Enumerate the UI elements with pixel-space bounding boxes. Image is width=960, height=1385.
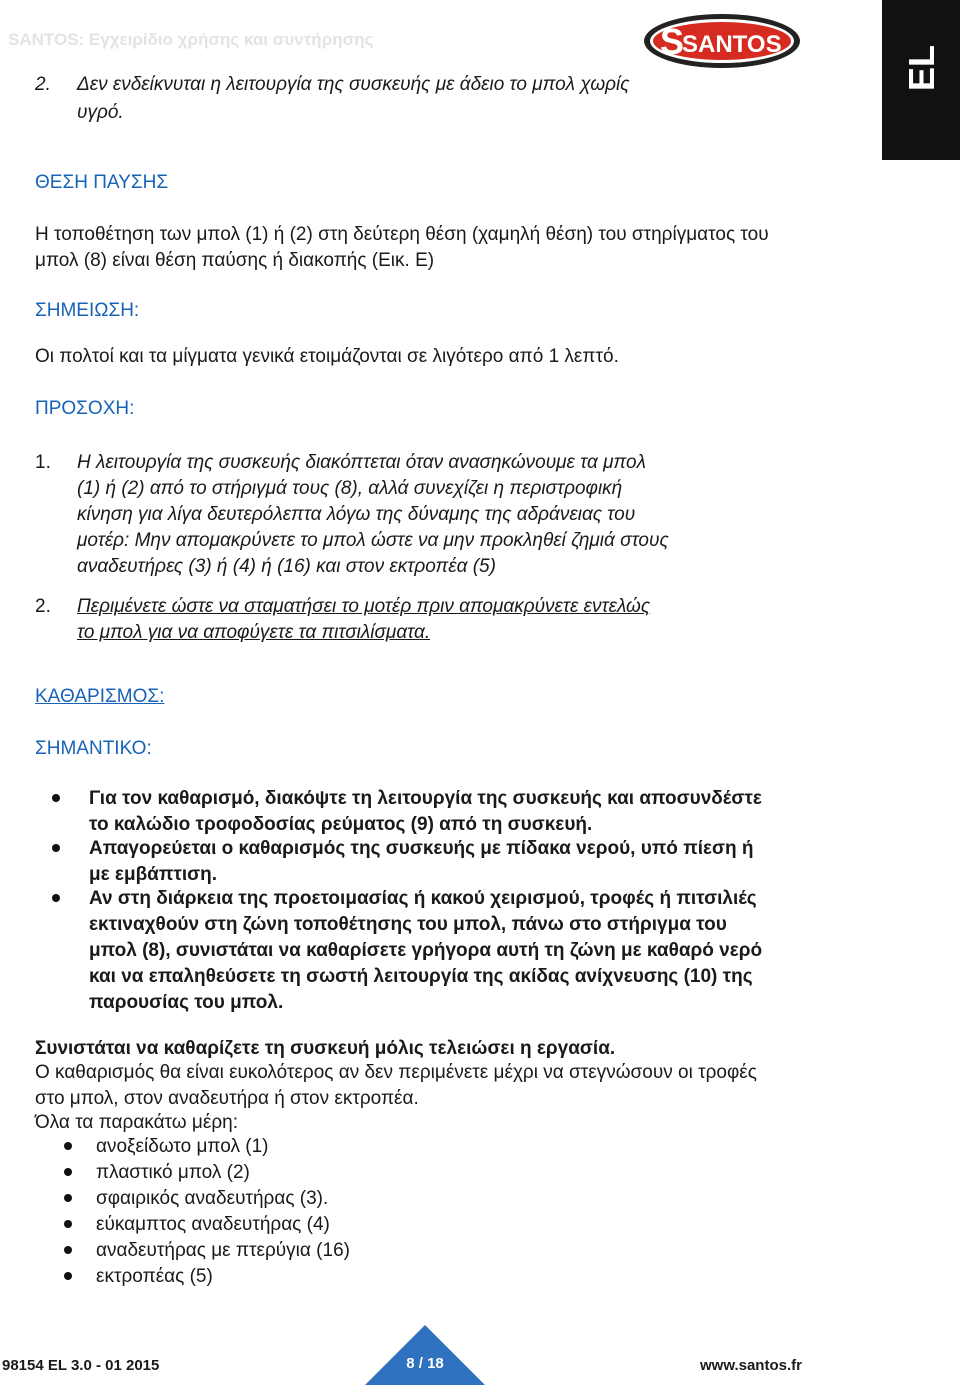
cleaning-bullet3-line: και να επαληθεύσετε τη σωστή λειτουργία της ακίδας ανίχνευσης (10) της: [89, 966, 753, 987]
cleaning-heading: ΚΑΘΑΡΙΣΜΟΣ:: [35, 686, 165, 707]
bullet-dot: [64, 1220, 72, 1228]
cleaning-bullet3-line: παρουσίας του μπολ.: [89, 992, 284, 1013]
cleaning-bullet2-line: Απαγορεύεται ο καθαρισμός της συσκευής με πίδακα νερού, υπό πίεση ή: [89, 838, 754, 859]
page-number: 8 / 18: [406, 1355, 444, 1372]
caution-item1-line: μοτέρ: Μην απομακρύνετε το μπολ ώστε να μην προκληθεί ζημιά στους: [77, 530, 669, 551]
pause-heading: ΘΕΣΗ ΠΑΥΣΗΣ: [35, 172, 169, 193]
bullet-dot: [64, 1272, 72, 1280]
caution-item1-line: Η λειτουργία της συσκευής διακόπτεται όταν ανασηκώνουμε τα μπολ: [77, 452, 646, 473]
warning-2-line1: Δεν ενδείκνυται η λειτουργία της συσκευής με άδειο το μπολ χωρίς: [77, 74, 630, 95]
warning-2-number: 2.: [35, 74, 51, 95]
pause-line1: Η τοποθέτηση των μπολ (1) ή (2) στη δεύτερη θέση (χαμηλή θέση) του στηρίγματος του: [35, 224, 769, 245]
cleaning-bullet1-line: το καλώδιο τροφοδοσίας ρεύματος (9) από τη συσκευή.: [89, 814, 593, 835]
part-item: ανοξείδωτο μπολ (1): [96, 1136, 269, 1157]
caution-item1-number: 1.: [35, 452, 51, 473]
bullet-dot: [64, 1142, 72, 1150]
caution-item1-line: αναδευτήρες (3) ή (4) ή (16) και στον εκτροπέα (5): [77, 556, 496, 577]
santos-logo: [642, 12, 802, 70]
note-text: Οι πολτοί και τα μίγματα γενικά ετοιμάζονται σε λιγότερο από 1 λεπτό.: [35, 346, 619, 367]
pause-line2: μπολ (8) είναι θέση παύσης ή διακοπής (Εικ. E): [35, 250, 435, 271]
recommend-text: Συνιστάται να καθαρίζετε τη συσκευή μόλις τελειώσει η εργασία.: [35, 1038, 616, 1059]
bullet-dot: [64, 1168, 72, 1176]
svg-text:SANTOS: SANTOS: [682, 31, 782, 58]
cleaning-bullet3-line: εκτιναχθούν στη ζώνη τοποθέτησης του μπολ, πάνω στο στήριγμα του: [89, 914, 727, 935]
caution-item2-line: Περιμένετε ώστε να σταματήσει το μοτέρ πριν απομακρύνετε εντελώς: [77, 596, 651, 617]
language-tab: [882, 0, 960, 160]
bullet-dot: [52, 894, 60, 902]
part-item: εύκαμπτος αναδευτήρας (4): [96, 1214, 330, 1235]
easier-line: Ο καθαρισμός θα είναι ευκολότερος αν δεν περιμένετε μέχρι να στεγνώσουν οι τροφές: [35, 1062, 757, 1083]
cleaning-bullet1-line: Για τον καθαρισμό, διακόψτε τη λειτουργία της συσκευής και αποσυνδέστε: [89, 788, 762, 809]
caution-item2-number: 2.: [35, 596, 51, 617]
bullet-dot: [52, 794, 60, 802]
part-item: σφαιρικός αναδευτήρας (3).: [96, 1188, 329, 1209]
part-item: αναδευτήρας με πτερύγια (16): [96, 1240, 350, 1261]
part-item: εκτροπέας (5): [96, 1266, 213, 1287]
caution-item1-line: κίνηση για λίγα δευτερόλεπτα λόγω της δύναμης της αδράνειας του: [77, 504, 636, 525]
caution-heading: ΠΡΟΣΟΧΗ:: [35, 398, 135, 419]
svg-text:S: S: [660, 21, 685, 62]
footer-website: www.santos.fr: [700, 1357, 802, 1374]
language-code: EL: [901, 44, 942, 91]
bullet-dot: [52, 844, 60, 852]
bullet-dot: [64, 1194, 72, 1202]
cleaning-bullet2-line: με εμβάπτιση.: [89, 864, 218, 885]
footer-doc-code: 98154 EL 3.0 - 01 2015: [2, 1357, 160, 1374]
important-heading: ΣΗΜΑΝΤΙΚΟ:: [35, 738, 152, 759]
caution-item2-line: το μπολ για να αποφύγετε τα πιτσιλίσματα.: [77, 622, 431, 643]
all-parts-label: Όλα τα παρακάτω μέρη:: [35, 1112, 238, 1133]
bullet-dot: [64, 1246, 72, 1254]
warning-2-line2: υγρό.: [77, 102, 124, 123]
part-item: πλαστικό μπολ (2): [96, 1162, 250, 1183]
document-title: SANTOS: Εγχειρίδιο χρήσης και συντήρησης: [8, 30, 374, 49]
cleaning-bullet3-line: μπολ (8), συνιστάται να καθαρίσετε γρήγορα αυτή τη ζώνη με καθαρό νερό: [89, 940, 763, 961]
easier-line: στο μπολ, στον αναδευτήρα ή στον εκτροπέα.: [35, 1088, 419, 1109]
note-heading: ΣΗΜΕΙΩΣΗ:: [35, 300, 140, 321]
cleaning-bullet3-line: Αν στη διάρκεια της προετοιμασίας ή κακού χειρισμού, τροφές ή πιτσιλιές: [89, 888, 757, 909]
caution-item1-line: (1) ή (2) από το στήριγμά τους (8), αλλά συνεχίζει η περιστροφική: [77, 478, 623, 499]
